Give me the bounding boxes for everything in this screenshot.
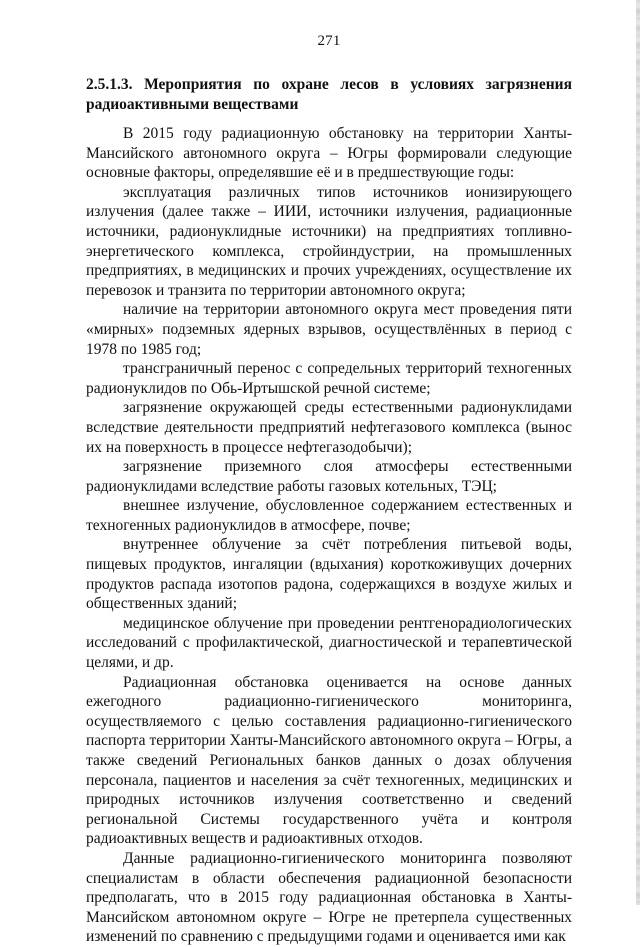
section-heading: 2.5.1.3. Мероприятия по охране лесов в условиях загрязнения радиоактивными веществами <box>86 76 572 113</box>
paragraph-factor-medical: медицинское облучение при проведении рентгенорадиологических исследований с профилактической, диагностической и терапевтической целями, и др. <box>86 614 572 672</box>
paragraph-factor-sources: эксплуатация различных типов источников ионизирующего излучения (далее также – ИИИ, источники излучения, радиационные источники, радионуклидные источники) на предприятиях топливно-энергетического комплекса, стройиндустрии, на промышленных предприятиях, в медицинских и прочих учреждениях, осуществление их перевозок и транзита по территории автономного округа; <box>86 183 572 299</box>
paragraph-factor-oilgas: загрязнение окружающей среды естественными радионуклидами вследствие деятельности предприятий нефтегазового комплекса (вынос их на поверхность в процессе нефтегазодобычи); <box>86 399 572 456</box>
scan-edge <box>636 0 640 905</box>
document-page <box>86 33 572 947</box>
paragraph-factor-external: внешнее излучение, обусловленное содержанием естественных и техногенных радионуклидов в атмосфере, почве; <box>86 497 572 534</box>
paragraph-intro: В 2015 году радиационную обстановку на территории Ханты-Мансийского автономного округа – Югры формировали следующие основные факторы, определявшие её и в предшествующие годы: <box>86 125 572 182</box>
paragraph-assessment: Радиационная обстановка оценивается на основе данных ежегодного радиационно-гигиенического мониторинга, осуществляемого с целью составления радиационно-гигиенического паспорта территории Ханты-Мансийского автономного округа – Югры, а также сведений Региональных банков данных о дозах облучения персонала, пациентов и населения за счёт техногенных, медицинских и природных источников излучения соответственно и сведений региональной Системы государственного учёта и контроля радиоактивных веществ и радиоактивных отходов. <box>86 673 572 848</box>
paragraph-monitoring: Данные радиационно-гигиенического мониторинга позволяют специалистам в области обеспечения радиационной безопасности предполагать, что в 2015 году радиационная обстановка в Ханты-Мансийском автономном округе – Югре не претерпела существенных изменений по сравнению с предыдущими годами и оценивается ими как <box>86 849 572 946</box>
page-number: 271 <box>317 33 341 49</box>
paragraph-factor-explosions: наличие на территории автономного округа мест проведения пяти «мирных» подземных ядерных взрывов, осуществлённых в период с 1978 по 1985 год; <box>86 301 572 358</box>
paragraph-factor-internal: внутреннее облучение за счёт потребления питьевой воды, пищевых продуктов, ингаляции (вдыхания) короткоживущих дочерних продуктов распада изотопов радона, содержащихся в воздухе жилых и общественных зданий; <box>86 536 572 613</box>
paragraph-factor-atmosphere: загрязнение приземного слоя атмосферы естественными радионуклидами вследствие работы газовых котельных, ТЭЦ; <box>86 458 572 495</box>
paragraph-factor-transboundary: трансграничный перенос с сопредельных территорий техногенных радионуклидов по Обь-Иртышской речной системе; <box>86 360 572 397</box>
